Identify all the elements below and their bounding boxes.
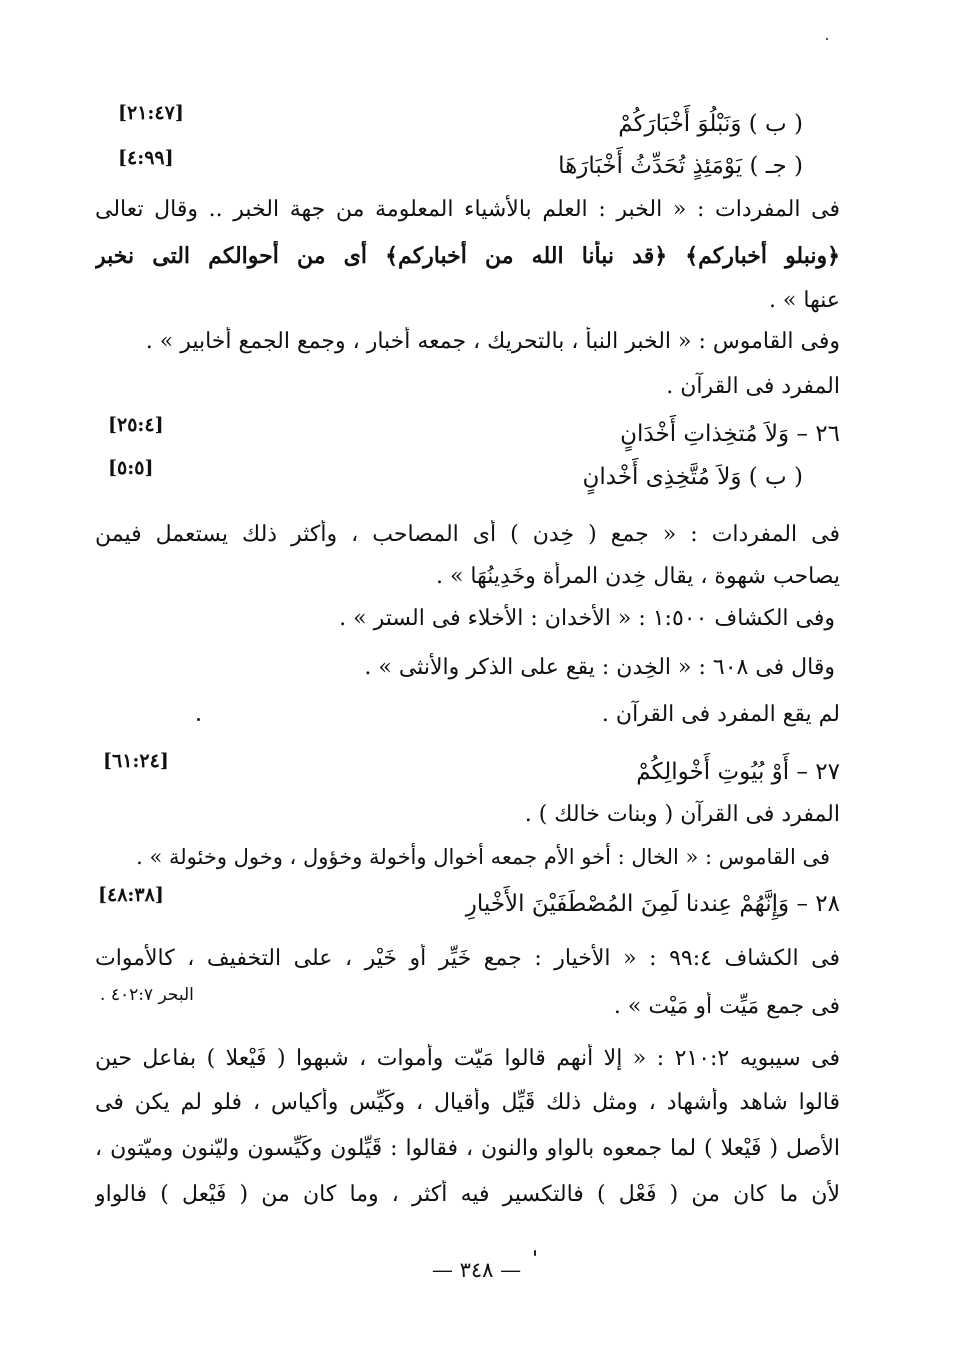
text-line: فى الكشاف ٩٩:٤ : « الأخيار : جمع خَيِّر أو خَيْر ، على التخفيف ، كالأموات	[95, 946, 840, 971]
text-line: وقال فى ٦٠٨ : « الخِدن : يقع على الذكر والأنثى » .	[364, 655, 835, 680]
verse-j-yawmaidhin: ( جـ ) يَوْمَئِذٍ تُحَدِّثُ أَخْبَارَهَا	[558, 153, 803, 179]
verse-28: ٢٨ – وَإِنَّهُمْ عِندنا لَمِنَ المُصْطَفَيْنَ الأَخْيارِ	[465, 891, 840, 917]
text-line: وفى الكشاف ١:٥٠٠ : « الأخدان : الأخلاء فى الستر » .	[339, 606, 835, 631]
text-line: يصاحب شهوة ، يقال خِدن المرأة وخَدِينُهَا » .	[435, 564, 840, 589]
text-line: عنها » .	[768, 288, 840, 313]
verse-reference: [٢٥:٤]	[108, 414, 164, 436]
text-line: فى المفردات : « جمع ( خِدن ) أى المصاحب ، وأكثر ذلك يستعمل فيمن	[95, 522, 840, 547]
stray-dot	[197, 718, 200, 721]
text-line: الأصل ( فَيْعلا ) لما جمعوه بالواو والنون ، فقالوا : قَيِّلون وكَيِّسون وليّنون وميّتون ،	[95, 1136, 840, 1161]
margin-note: البحر ٤٠٢:٧ .	[100, 985, 194, 1005]
page-number: — ٣٤٨ —	[431, 1258, 522, 1282]
verse-b-nablu: ( ب ) وَنَبْلُوَ أَخْبَارَكُمْ	[618, 111, 803, 137]
verse-26-b: ( ب ) وَلاَ مُتَّخِذِى أَخْدانٍ	[582, 464, 803, 490]
text-line: قالوا شاهد وأشهاد ، ومثل ذلك قَيِّل وأقيال ، وكَيِّس وأكياس ، فلو لم يكن فى	[95, 1090, 840, 1115]
verse-26: ٢٦ – وَلاَ مُتخِذاتِ أَخْدَانٍ	[620, 421, 840, 447]
text-line: وفى القاموس : « الخبر النبأ ، بالتحريك ، جمعه أخبار ، وجمع الجمع أخابير » .	[145, 329, 840, 354]
text-line: فى القاموس : « الخال : أخو الأم جمعه أخوال وأخولة وخؤول ، وخول وخئولة » .	[136, 845, 830, 869]
text-line: المفرد فى القرآن ( وبنات خالك ) .	[524, 802, 840, 827]
stray-mark	[534, 1250, 536, 1256]
text-line: فى سيبويه ٢١٠:٢ : « إلا أنهم قالوا مَيّت وأموات ، شبهوا ( فَيْعلا ) بفاعل حين	[95, 1046, 840, 1071]
verse-reference: [٤:٩٩]	[118, 147, 174, 169]
stray-mark	[826, 38, 828, 40]
text-line: لم يقع المفرد فى القرآن .	[601, 702, 840, 727]
verse-reference: [٢١:٤٧]	[118, 102, 184, 124]
verse-reference: [٥:٥]	[108, 457, 154, 479]
text-line: فى المفردات : « الخبر : العلم بالأشياء المعلومة من جهة الخبر .. وقال تعالى	[95, 197, 840, 222]
verse-reference: [٤٨:٣٨]	[98, 884, 164, 906]
text-line: لأن ما كان من ( فَعْل ) فالتكسير فيه أكثر ، وما كان من ( فَيْعل ) فالواو	[95, 1182, 840, 1207]
verse-reference: [٦١:٢٤]	[103, 750, 169, 772]
text-line: المفرد فى القرآن .	[666, 374, 840, 399]
verse-27: ٢٧ – أَوْ بُيُوتِ أَخْوالِكُمْ	[636, 759, 840, 785]
text-line: فى جمع مَيِّت أو مَيْت » .	[613, 994, 840, 1019]
text-line: ﴿ونبلو أخباركم﴾ ﴿قد نبأنا الله من أخباركم﴾ أى من أحوالكم التى نخبر	[95, 243, 840, 269]
